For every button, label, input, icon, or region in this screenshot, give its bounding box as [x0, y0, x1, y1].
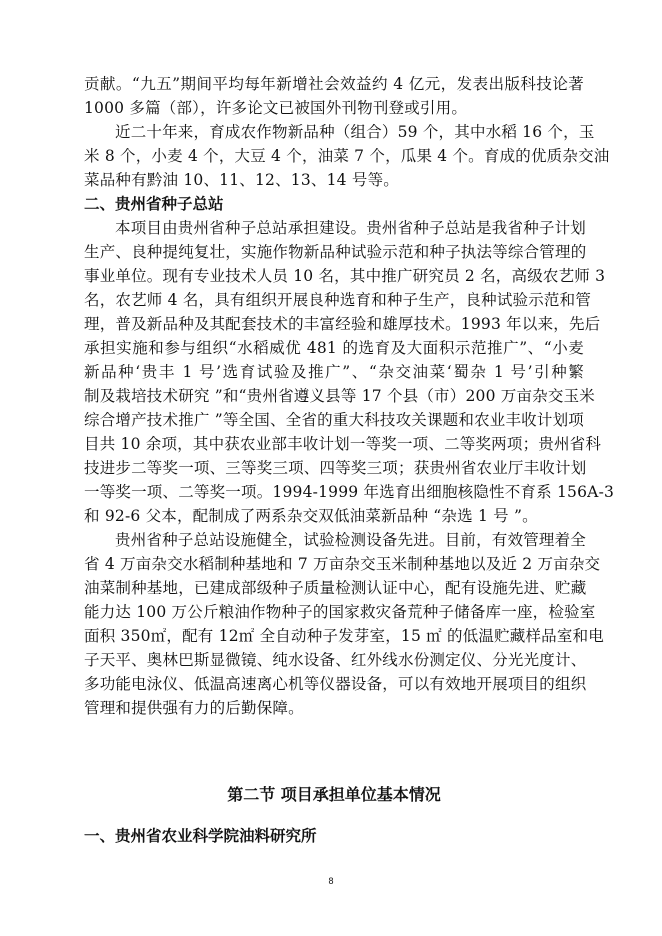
text-line: 一等奖一项、二等奖一项。1994-1999 年选育出细胞核隐性不育系 156A-3 — [84, 483, 615, 501]
text-line: 面积 350㎡，配有 12㎡ 全自动种子发芽室，15 ㎡ 的低温贮藏样品室和电 — [84, 627, 604, 645]
section-title: 第二节 项目承担单位基本情况 — [227, 785, 441, 804]
text-line: 事业单位。现有专业技术人员 10 名，其中推广研究员 2 名，高级农艺师 3 — [84, 267, 606, 285]
text-line: 目共 10 余项，其中获农业部丰收计划一等奖一项、二等奖两项；贵州省科 — [84, 435, 602, 453]
heading-oil-institute: 一、贵州省农业科学院油料研究所 — [84, 827, 317, 845]
text-line: 制及栽培技术研究 ”和“贵州省遵义县等 17 个县（市）200 万亩杂交玉米 — [84, 387, 595, 405]
text-line: 生产、良种提纯复壮，实施作物新品种试验示范和种子执法等综合管理的 — [84, 243, 587, 261]
heading-seed-station: 二、贵州省种子总站 — [84, 195, 224, 213]
text-line: 多功能电泳仪、低温高速离心机等仪器设备，可以有效地开展项目的组织 — [84, 675, 587, 693]
text-line: 综合增产技术推广 ”等全国、全省的重大科技攻关课题和农业丰收计划项 — [84, 411, 584, 429]
text-line: 贵州省种子总站设施健全，试验检测设备先进。目前，有效管理着全 — [115, 531, 587, 549]
text-line: 技进步二等奖一项、三等奖三项、四等奖三项；获贵州省农业厅丰收计划 — [84, 459, 587, 477]
document-page — [84, 72, 615, 845]
text-line: 管理和提供强有力的后勤保障。 — [84, 699, 304, 717]
paragraph-facilities — [84, 528, 604, 720]
text-line: 本项目由贵州省种子总站承担建设。贵州省种子总站是我省种子计划 — [115, 219, 587, 237]
text-line: 省 4 万亩杂交水稻制种基地和 7 万亩杂交玉米制种基地以及近 2 万亩杂交 — [84, 555, 601, 573]
page-number: 8 — [328, 876, 334, 886]
text-line: 理，普及新品种及其配套技术的丰富经验和雄厚技术。1993 年以来，先后 — [84, 315, 601, 333]
text-line: 名，农艺师 4 名，具有组织开展良种选育和种子生产，良种试验示范和管 — [84, 291, 592, 309]
text-line: 能力达 100 万公斤粮油作物种子的国家救灾备荒种子储备库一座，检验室 — [84, 603, 596, 621]
text-line: 子天平、奥林巴斯显微镜、纯水设备、红外线水份测定仪、分光光度计、 — [84, 651, 587, 669]
text-line: 米 8 个，小麦 4 个，大豆 4 个，油菜 7 个，瓜果 4 个。育成的优质杂交油 — [84, 147, 610, 165]
text-line: 新品种‘贵丰 1 号’选育试验及推广”、“杂交油菜‘蜀杂 1 号’引种繁 — [84, 363, 584, 381]
paragraph-varieties — [84, 120, 610, 192]
text-line: 贡献。“九五”期间平均每年新增社会效益约 4 亿元，发表出版科技论著 — [84, 75, 584, 93]
text-line: 油菜制种基地，已建成部级种子质量检测认证中心，配有设施先进、贮藏 — [84, 579, 587, 597]
text-line: 承担实施和参与组织“水稻威优 481 的选育及大面积示范推广”、“小麦 — [84, 339, 584, 357]
text-line: 1000 多篇（部），许多论文已被国外刊物刊登或引用。 — [84, 99, 468, 117]
paragraph-station — [84, 216, 615, 528]
text-line: 和 92-6 父本，配制成了两系杂交双低油菜新品种 “杂选 1 号 ”。 — [84, 507, 538, 525]
text-line: 近二十年来，育成农作物新品种（组合）59 个，其中水稻 16 个，玉 — [115, 123, 595, 141]
paragraph-intro — [84, 72, 584, 120]
text-line: 菜品种有黔油 10、11、12、13、14 号等。 — [84, 171, 399, 189]
